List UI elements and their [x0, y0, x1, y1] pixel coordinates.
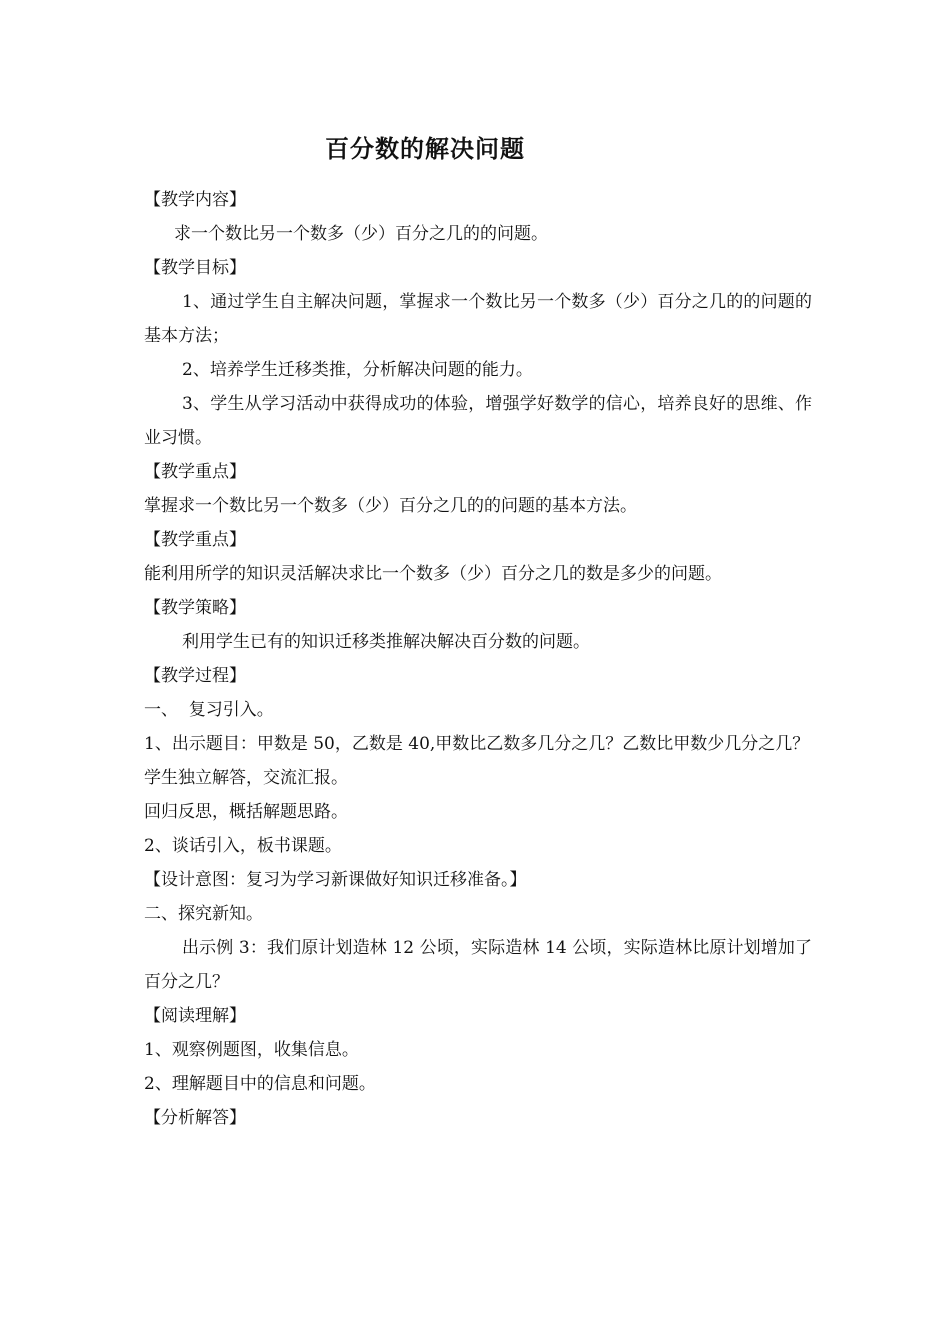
paragraph: 2、谈话引入，板书课题。 [144, 836, 342, 856]
paragraph: 学生独立解答，交流汇报。 [144, 768, 348, 788]
paragraph: 1、通过学生自主解决问题，掌握求一个数比另一个数多（少）百分之几的的问题的基本方法； [144, 292, 812, 346]
document-body [144, 183, 812, 1135]
section-heading-strategy: 【教学策略】 [144, 598, 246, 618]
section-heading-reading: 【阅读理解】 [144, 1006, 246, 1026]
section-heading-goals: 【教学目标】 [144, 258, 246, 278]
paragraph: 能利用所学的知识灵活解决求比一个数多（少）百分之几的数是多少的问题。 [144, 564, 722, 584]
paragraph: 求一个数比另一个数多（少）百分之几的的问题。 [174, 224, 548, 244]
section-heading-content: 【教学内容】 [144, 190, 246, 210]
paragraph: 掌握求一个数比另一个数多（少）百分之几的的问题的基本方法。 [144, 496, 637, 516]
paragraph: 2、培养学生迁移类推，分析解决问题的能力。 [182, 360, 533, 380]
paragraph: 出示例 3：我们原计划造林 12 公顷，实际造林 14 公顷，实际造林比原计划增加了百分之几？ [144, 938, 812, 992]
paragraph: 3、学生从学习活动中获得成功的体验，增强学好数学的信心，培养良好的思维、作业习惯。 [144, 394, 812, 448]
section-heading-key-point: 【教学重点】 [144, 462, 246, 482]
document-title: 百分数的解决问题 [325, 134, 525, 163]
section-heading-key-point: 【教学重点】 [144, 530, 246, 550]
paragraph: 回归反思，概括解题思路。 [144, 802, 348, 822]
paragraph: 一、 复习引入。 [144, 700, 274, 720]
paragraph: 2、理解题目中的信息和问题。 [144, 1074, 376, 1094]
design-intent-note: 【设计意图：复习为学习新课做好知识迁移准备。】 [144, 870, 527, 890]
paragraph: 1、观察例题图，收集信息。 [144, 1040, 359, 1060]
section-heading-process: 【教学过程】 [144, 666, 246, 686]
paragraph: 1、出示题目：甲数是 50，乙数是 40,甲数比乙数多几分之几？乙数比甲数少几分之几？ [144, 734, 810, 754]
section-heading-analysis: 【分析解答】 [144, 1108, 246, 1128]
paragraph: 二、探究新知。 [144, 904, 263, 924]
paragraph: 利用学生已有的知识迁移类推解决解决百分数的问题。 [182, 632, 590, 652]
